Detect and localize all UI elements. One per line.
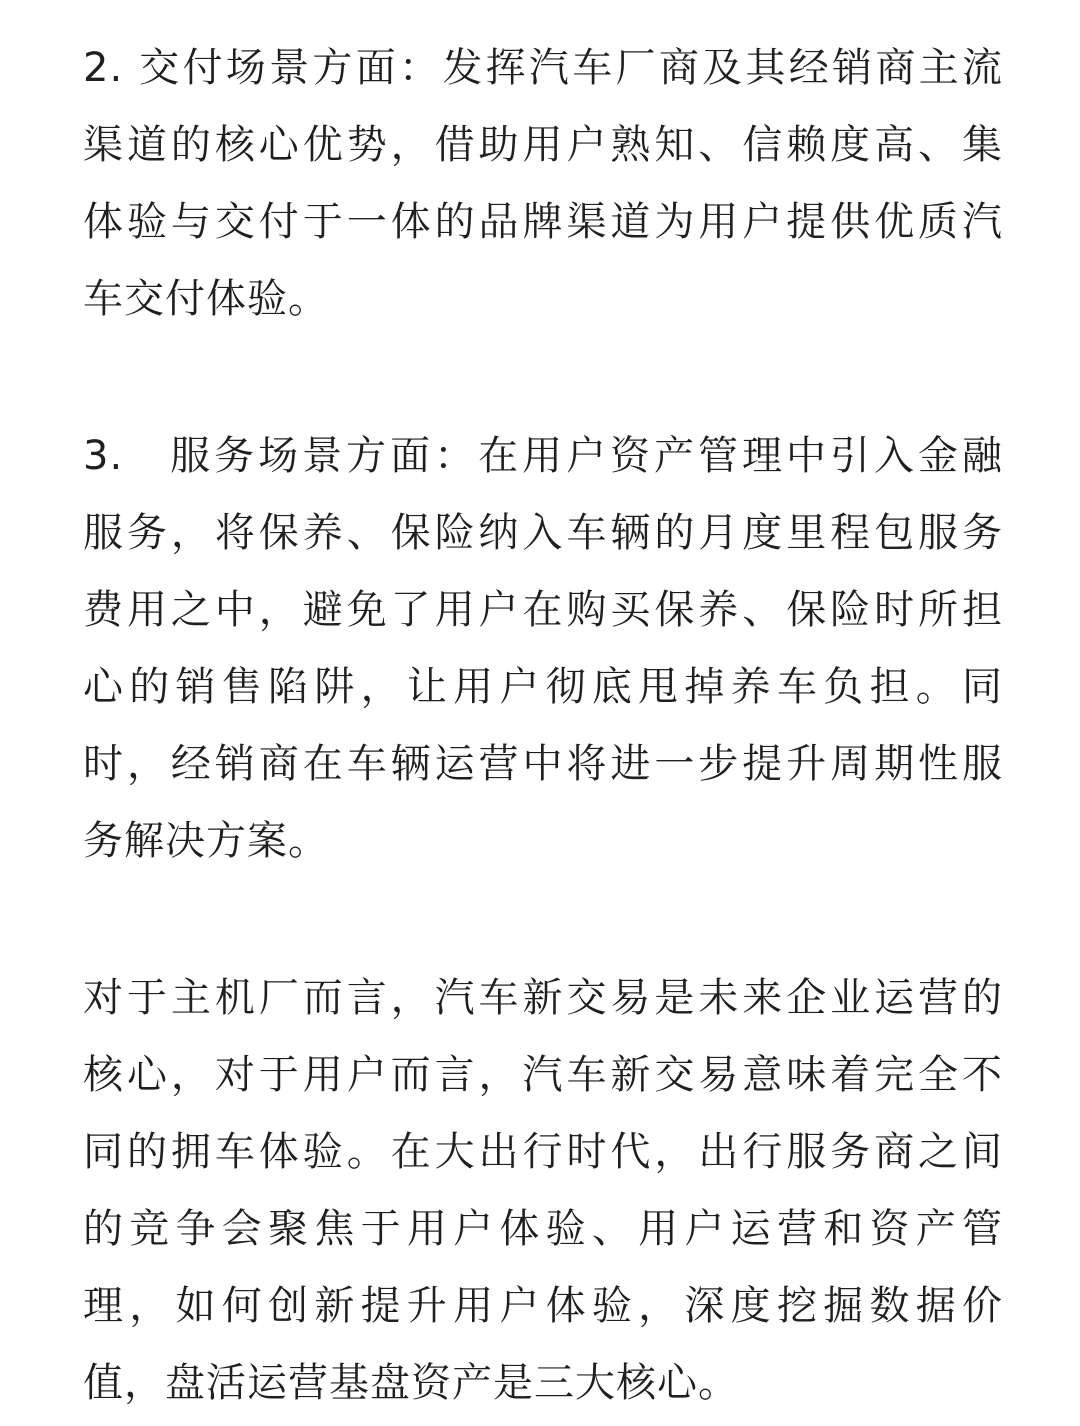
text-line: 对于主机厂而言，汽车新交易是未来企业运营的: [83, 975, 1003, 1021]
text-line: 费用之中，避免了用户在购买保养、保险时所担: [83, 587, 1003, 633]
text-line: 同的拥车体验。在大出行时代，出行服务商之间: [83, 1129, 1003, 1175]
text-line: 服务，将保养、保险纳入车辆的月度里程包服务: [83, 510, 1003, 556]
paragraph-conclusion: [83, 960, 1003, 1422]
paragraph-delivery-scenario: [83, 30, 1003, 338]
text-line: 核心，对于用户而言，汽车新交易意味着完全不: [83, 1052, 1003, 1098]
text-line: 心的销售陷阱，让用户彻底甩掉养车负担。同: [83, 664, 1003, 710]
text-line: 体验与交付于一体的品牌渠道为用户提供优质汽: [83, 199, 1003, 245]
text-line: 渠道的核心优势，借助用户熟知、信赖度高、集: [83, 122, 1003, 168]
text-line: 时，经销商在车辆运营中将进一步提升周期性服: [83, 741, 1003, 787]
text-line: 车交付体验。: [83, 276, 329, 322]
text-line: 理，如何创新提升用户体验，深度挖掘数据价: [83, 1283, 1003, 1329]
text-line: 2. 交付场景方面：发挥汽车厂商及其经销商主流: [83, 45, 1003, 91]
text-line: 务解决方案。: [83, 818, 329, 864]
article-body: [83, 0, 1003, 1426]
paragraph-service-scenario: [83, 418, 1003, 880]
text-line: 值，盘活运营基盘资产是三大核心。: [83, 1360, 739, 1406]
text-line: 3. 服务场景方面：在用户资产管理中引入金融: [83, 433, 1003, 479]
text-line: 的竞争会聚焦于用户体验、用户运营和资产管: [83, 1206, 1003, 1252]
